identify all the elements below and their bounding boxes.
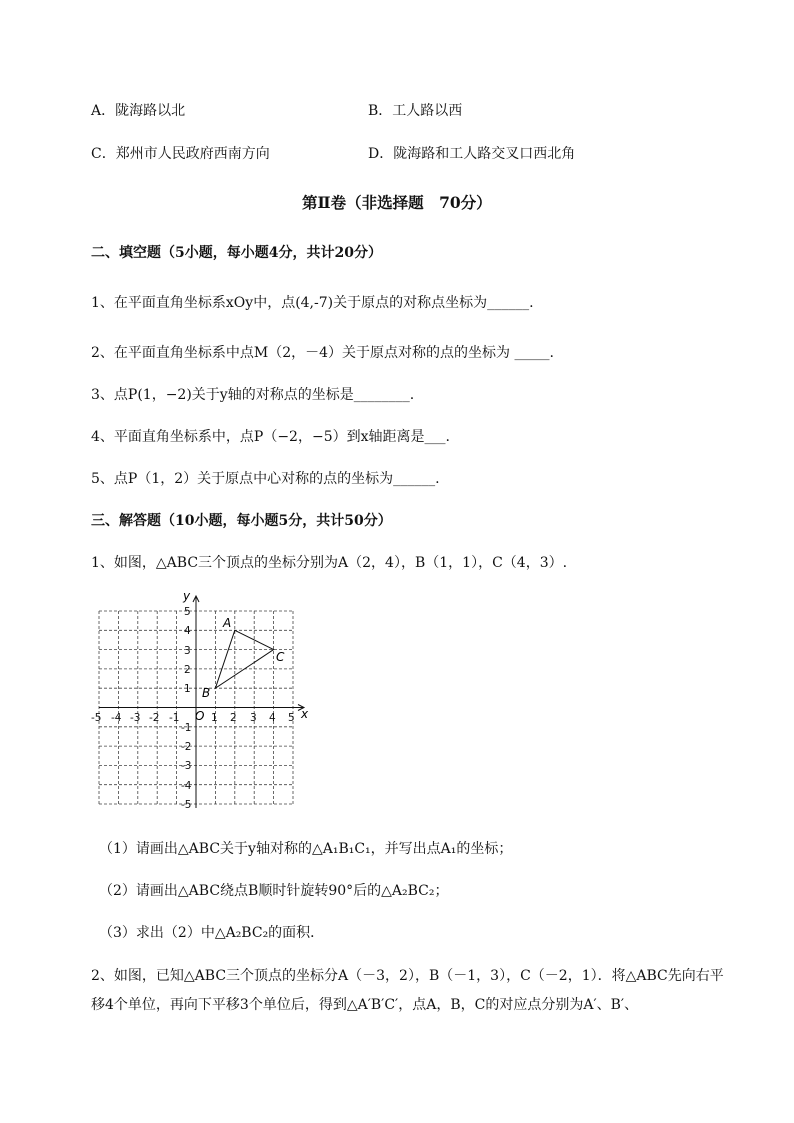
answer-section-heading: 三、解答题（10小题，每小题5分，共计50分）	[91, 513, 392, 529]
answer-question-2-line2: 移4个单位，再向下平移3个单位后，得到△A′B′C′，点A，B，C的对应点分别为A′、B′、	[91, 997, 639, 1013]
y-tick-label: -4	[181, 780, 192, 792]
answer-question-1: 1、如图，△ABC三个顶点的坐标分别为A（2，4），B（1，1），C（4，3）.	[91, 555, 568, 571]
option-c: C．郑州市人民政府西南方向	[91, 146, 270, 162]
option-b: B．工人路以西	[368, 103, 463, 119]
fill-question-5: 5、点P（1，2）关于原点中心对称的点的坐标为______.	[91, 471, 440, 487]
fill-question-3: 3、点P(1，−2)关于y轴的对称点的坐标是________.	[91, 387, 415, 403]
x-tick-label: -5	[91, 712, 102, 724]
y-tick-label: 1	[184, 683, 191, 695]
fill-question-2: 2、在平面直角坐标系中点M（2，－4）关于原点对称的点的坐标为 _____.	[91, 345, 554, 361]
y-tick-label: -3	[181, 760, 192, 772]
answer-subquestion-1: （1）请画出△ABC关于y轴对称的△A₁B₁C₁，并写出点A₁的坐标；	[99, 841, 513, 857]
answer-subquestion-3: （3）求出（2）中△A₂BC₂的面积．	[99, 925, 325, 941]
x-tick-label: -1	[169, 712, 180, 724]
answer-subquestion-2: （2）请画出△ABC绕点B顺时针旋转90°后的△A₂BC₂；	[99, 883, 449, 899]
y-tick-label: 5	[184, 606, 191, 618]
y-tick-label: 3	[184, 645, 191, 657]
y-tick-label: -5	[181, 799, 192, 811]
vertex-label-a: A	[223, 616, 232, 630]
answer-question-2-line1: 2、如图，已知△ABC三个顶点的坐标分A（－3，2），B（－1，3），C（－2，1）．将△ABC先向右平	[91, 968, 724, 984]
y-tick-label: -1	[181, 722, 192, 734]
x-tick-label: -3	[130, 712, 141, 724]
vertex-label-c: C	[276, 650, 285, 664]
x-tick-label: 2	[230, 712, 237, 724]
y-tick-label: 2	[184, 664, 191, 676]
vertex-label-b: B	[202, 686, 211, 700]
fill-question-4: 4、平面直角坐标系中，点P（−2，−5）到x轴距离是___.	[91, 429, 450, 445]
x-tick-label: 3	[250, 712, 257, 724]
x-tick-label: 1	[211, 712, 218, 724]
fill-section-heading: 二、填空题（5小题，每小题4分，共计20分）	[91, 245, 382, 261]
y-tick-label: -2	[181, 741, 192, 753]
x-tick-label: -2	[149, 712, 160, 724]
fill-question-1: 1、在平面直角坐标系xOy中，点(4,-7)关于原点的对称点坐标为______.	[91, 295, 534, 311]
x-tick-label: -4	[111, 712, 122, 724]
triangle-abc	[215, 630, 273, 688]
x-tick-label: 5	[288, 712, 295, 724]
coordinate-grid-figure	[90, 588, 320, 818]
option-d: D．陇海路和工人路交叉口西北角	[368, 146, 576, 162]
y-axis-label: y	[183, 589, 191, 603]
x-axis-label: x	[301, 707, 309, 721]
y-tick-label: 4	[184, 625, 191, 637]
part2-title: 第Ⅱ卷（非选择题 70分）	[302, 193, 492, 212]
x-tick-label: 4	[269, 712, 276, 724]
origin-label: O	[195, 709, 205, 723]
option-a: A．陇海路以北	[91, 103, 186, 119]
